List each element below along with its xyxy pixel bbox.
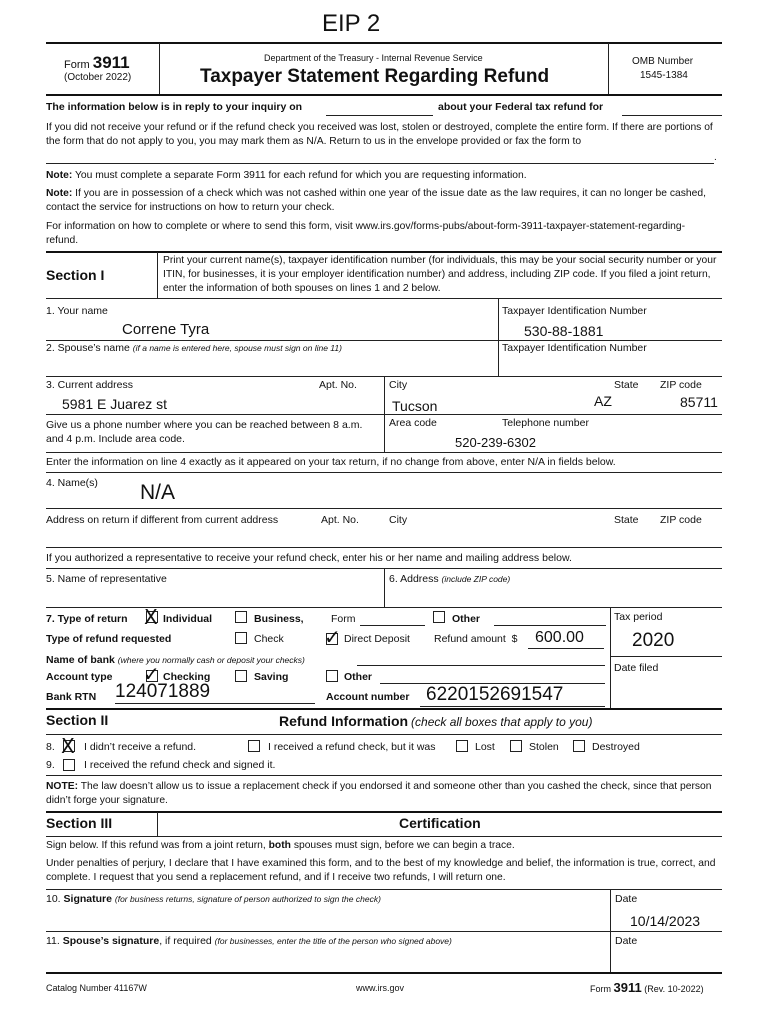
form-label bbox=[64, 53, 130, 73]
rep-name-label: 5. Name of representative bbox=[46, 573, 167, 585]
q8-number: 8. bbox=[46, 741, 55, 753]
city-label-2: City bbox=[389, 514, 408, 526]
telephone-label: Telephone number bbox=[502, 417, 589, 429]
about-text: about your Federal tax refund for bbox=[438, 101, 604, 113]
info-link-text: For information on how to complete or where to send this form, visit www.irs.gov/forms-pubs/about-form-3911-taxpayer-statement-regarding-refund. bbox=[46, 221, 686, 246]
form-title: Taxpayer Statement Regarding Refund bbox=[200, 66, 550, 87]
checking-check-mark: ✓ bbox=[143, 662, 160, 686]
zip-label-2: ZIP code bbox=[660, 514, 702, 526]
destroyed-checkbox[interactable] bbox=[573, 740, 585, 752]
return-address-label: Address on return if different from current address bbox=[46, 514, 279, 526]
other-return-field[interactable] bbox=[494, 625, 606, 626]
date-value[interactable]: 10/14/2023 bbox=[630, 913, 701, 929]
perjury-statement: Under penalties of perjury, I declare that I have examined this form, and to the best of my knowledge and belief, the information is true, correct, and complete. I request that you send a replacement refund, and if I receive two refunds, I will return one. bbox=[46, 858, 716, 883]
form-label-2: Form bbox=[331, 613, 356, 625]
zip-label: ZIP code bbox=[660, 379, 702, 391]
destroyed-label: Destroyed bbox=[592, 741, 640, 753]
names-value[interactable]: N/A bbox=[140, 481, 176, 504]
form-date: (October 2022) bbox=[64, 72, 132, 83]
section-3-title: Certification bbox=[399, 815, 481, 831]
section-3-label: Section III bbox=[46, 815, 113, 831]
date-label: Date bbox=[615, 893, 638, 905]
spouse-signature-label: 11. Spouse’s signature, if required (for businesses, enter the title of the person who signed above) bbox=[46, 935, 452, 947]
spouse-name-label: 2. Spouse’s name (if a name is entered here, spouse must sign on line 11) bbox=[46, 342, 342, 354]
section-1-label: Section I bbox=[46, 267, 105, 283]
apt-label: Apt. No. bbox=[319, 379, 357, 391]
lost-checkbox[interactable] bbox=[456, 740, 468, 752]
rep-address-label: 6. Address (include ZIP code) bbox=[389, 573, 511, 585]
city-label: City bbox=[389, 379, 408, 391]
refund-type-label: Type of refund requested bbox=[46, 633, 172, 645]
spouse-tin-label: Taxpayer Identification Number bbox=[502, 342, 647, 354]
form-number: 3911 bbox=[92, 53, 130, 72]
tax-year-field[interactable] bbox=[622, 115, 722, 116]
date-label-2: Date bbox=[615, 935, 638, 947]
business-label: Business, bbox=[254, 613, 304, 625]
section-2-note: NOTE: The law doesn’t allow us to issue a replacement check if you endorsed it and someone other than you cashed the check, since that person didn’t forge your signature. bbox=[46, 781, 712, 806]
your-name-label: 1. Your name bbox=[46, 305, 108, 317]
signature-label: 10. Signature (for business returns, signature of person authorized to sign the check) bbox=[46, 893, 381, 905]
address-label: 3. Current address bbox=[46, 379, 133, 391]
form-number-field[interactable] bbox=[360, 625, 425, 626]
note-1: Note: You must complete a separate Form 3911 for each refund for which you are requesting information. bbox=[46, 170, 527, 181]
tax-period-value[interactable]: 2020 bbox=[632, 630, 675, 651]
form-word: Form bbox=[64, 59, 90, 71]
section-1-desc: Print your current name(s), taxpayer identification number (for individuals, this may be your social security number or your ITIN, for businesses, it is your employer identification number) and address, including ZIP code. If you filed a joint return, enter the information of both spouses on lines 1 and 2 below. bbox=[163, 255, 717, 294]
your-name-value[interactable]: Correne Tyra bbox=[122, 321, 210, 338]
check-refund-checkbox[interactable] bbox=[235, 632, 247, 644]
account-number-value[interactable]: 6220152691547 bbox=[426, 684, 564, 705]
q9-label: I received the refund check and signed it. bbox=[84, 759, 276, 771]
footer-site: www.irs.gov bbox=[356, 983, 405, 993]
rep-instructions: If you authorized a representative to receive your refund check, enter his or her name and mailing address below. bbox=[46, 552, 572, 564]
tax-period-label: Tax period bbox=[614, 611, 663, 623]
other-return-checkbox[interactable] bbox=[433, 611, 445, 623]
inquiry-text: The information below is in reply to your inquiry on bbox=[46, 101, 303, 113]
phone-instructions: Give us a phone number where you can be reached between 8 a.m. and 4 p.m. Include area code. bbox=[46, 419, 363, 445]
state-label-2: State bbox=[614, 514, 639, 526]
bank-rtn-label: Bank RTN bbox=[46, 691, 97, 703]
city-value[interactable]: Tucson bbox=[392, 398, 438, 414]
refund-amount-value[interactable]: 600.00 bbox=[535, 629, 584, 646]
other-return-label: Other bbox=[452, 613, 481, 625]
direct-deposit-check-mark: ✓ bbox=[324, 625, 341, 649]
bank-name-label: Name of bank (where you normally cash or deposit your checks) bbox=[46, 654, 305, 666]
refund-amount-field bbox=[528, 648, 604, 649]
section-2-label: Section II bbox=[46, 712, 109, 728]
bank-rtn-field bbox=[115, 703, 315, 704]
stolen-checkbox[interactable] bbox=[510, 740, 522, 752]
type-of-return-label: 7. Type of return bbox=[46, 613, 128, 625]
note-2: Note: If you are in possession of a check which was not cashed within one year of the issue date as the law requires, it can no longer be cashed, contact the service for instructions on how to return your check. bbox=[46, 188, 706, 213]
agency: Department of the Treasury - Internal Revenue Service bbox=[264, 53, 483, 63]
sign-instructions: Sign below. If this refund was from a joint return, both spouses must sign, before we can begin a trace. bbox=[46, 840, 515, 851]
q9-checkbox[interactable] bbox=[63, 759, 75, 771]
account-number-field bbox=[420, 706, 605, 707]
other-account-label: Other bbox=[344, 671, 373, 683]
individual-label: Individual bbox=[163, 613, 213, 625]
direct-deposit-label: Direct Deposit bbox=[344, 633, 410, 645]
q8b-checkbox[interactable] bbox=[248, 740, 260, 752]
date-filed-label: Date filed bbox=[614, 662, 659, 674]
lost-label: Lost bbox=[475, 741, 495, 753]
section-2-title: Refund Information (check all boxes that apply to you) bbox=[279, 713, 593, 729]
check-refund-label: Check bbox=[254, 633, 284, 645]
names-label: 4. Name(s) bbox=[46, 477, 98, 489]
inquiry-date-field[interactable] bbox=[326, 115, 433, 116]
q8-label: I didn’t receive a refund. bbox=[84, 741, 197, 753]
apt-label-2: Apt. No. bbox=[321, 514, 359, 526]
tin-value[interactable]: 530-88-1881 bbox=[524, 323, 604, 339]
q9-number: 9. bbox=[46, 759, 55, 771]
business-checkbox[interactable] bbox=[235, 611, 247, 623]
telephone-value[interactable]: 520-239-6302 bbox=[455, 435, 536, 450]
top-label: EIP 2 bbox=[322, 10, 381, 37]
q8-check-mark: X bbox=[61, 734, 75, 758]
q8b-label: I received a refund check, but it was bbox=[268, 741, 436, 753]
state-label: State bbox=[614, 379, 639, 391]
bank-rtn-value[interactable]: 124071889 bbox=[115, 681, 211, 702]
tin-label: Taxpayer Identification Number bbox=[502, 305, 647, 317]
line4-instructions: Enter the information on line 4 exactly as it appeared on your tax return, if no change from above, enter N/A in fields below. bbox=[46, 456, 616, 468]
catalog-number: Catalog Number 41167W bbox=[46, 983, 147, 993]
address-value[interactable]: 5981 E Juarez st bbox=[62, 396, 168, 412]
omb-number: 1545-1384 bbox=[640, 70, 688, 81]
other-account-checkbox[interactable] bbox=[326, 670, 338, 682]
zip-value[interactable]: 85711 bbox=[680, 394, 718, 410]
footer-form: Form 3911 (Rev. 10-2022) bbox=[590, 980, 704, 995]
area-code-label: Area code bbox=[389, 417, 437, 429]
bank-name-field[interactable] bbox=[357, 665, 605, 666]
checking-label: Checking bbox=[163, 671, 211, 683]
account-number-label: Account number bbox=[326, 691, 410, 703]
fax-number-field[interactable] bbox=[46, 163, 714, 164]
omb-label: OMB Number bbox=[632, 56, 694, 67]
refund-amount-label: Refund amount $ bbox=[434, 633, 518, 645]
stolen-label: Stolen bbox=[529, 741, 559, 753]
state-value[interactable]: AZ bbox=[594, 393, 612, 409]
account-type-label: Account type bbox=[46, 671, 113, 683]
individual-check-mark: X bbox=[144, 605, 158, 629]
saving-label: Saving bbox=[254, 671, 289, 683]
instructions: If you did not receive your refund or if the refund check you received was lost, stolen or destroyed, complete the entire form. If there are portions of the form that do not apply to you, you may mark them as N/A. Return to us in the envelope provided or fax the form to bbox=[46, 122, 713, 147]
